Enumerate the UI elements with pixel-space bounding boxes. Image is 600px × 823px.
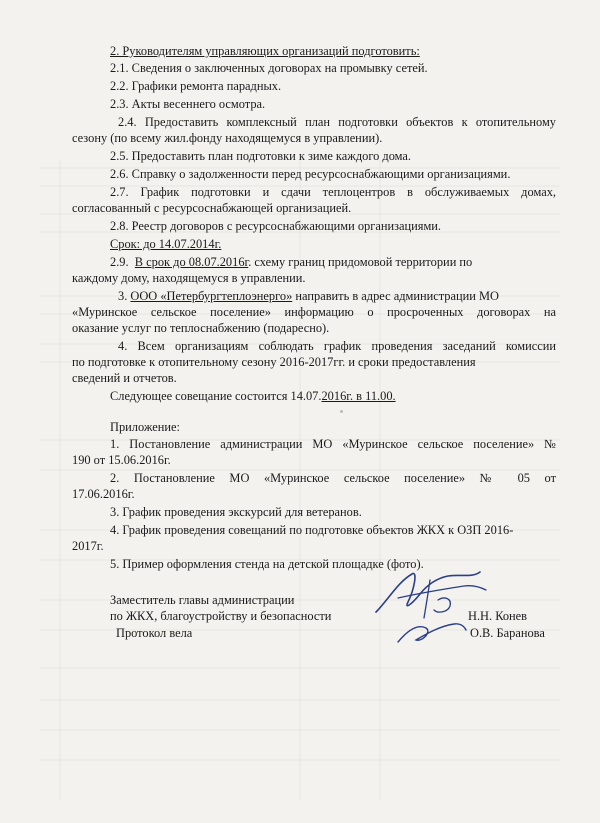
point-3-line1: 3. ООО «Петербургтеплоэнерго» направить в адрес администрации МО xyxy=(118,289,499,303)
secretary-signature xyxy=(392,612,472,652)
appendix-2-line1: 2. Постановление МО «Муринское сельское поселение» № 05 от xyxy=(110,471,556,485)
point-4-line3: сведений и отчетов. xyxy=(72,371,177,385)
appendix-3: 3. График проведения экскурсий для ветеранов. xyxy=(110,505,362,519)
signer-name: Н.Н. Конев xyxy=(468,609,528,623)
item-2-9-line2: каждому дому, находящемуся в управлении. xyxy=(72,271,306,285)
item-2-1: 2.1. Сведения о заключенных договорах на промывку сетей. xyxy=(110,61,428,75)
signer-role-line1: Заместитель главы администрации xyxy=(110,593,295,607)
item-2-5: 2.5. Предоставить план подготовки к зиме каждого дома. xyxy=(110,149,412,163)
appendix-2-line2: 17.06.2016г. xyxy=(72,487,135,501)
point-4-line1: 4. Всем организациям соблюдать график проведения заседаний комиссии xyxy=(118,339,556,353)
item-2-2: 2.2. Графики ремонта парадных. xyxy=(110,79,282,93)
item-2-3: 2.3. Акты весеннего осмотра. xyxy=(110,97,266,111)
protocol-name: О.В. Баранова xyxy=(470,626,545,640)
appendix-1-line1: 1. Постановление администрации МО «Муринское сельское поселение» № xyxy=(110,437,556,451)
point-4-line2: по подготовке к отопительному сезону 2016-2017гг. и сроки предоставления xyxy=(72,355,476,369)
appendix-4-line2: 2017г. xyxy=(72,539,104,553)
item-2-7-line2: согласованный с ресурсоснабжающей организацией. xyxy=(72,201,352,215)
item-2-4-line1: 2.4. Предоставить комплексный план подготовки объектов к отопительному xyxy=(118,115,556,129)
appendix-5: 5. Пример оформления стенда на детской площадке (фото). xyxy=(110,557,424,571)
next-meeting: Следующее совещание состоится 14.07.2016г. в 11.00. xyxy=(110,389,396,403)
item-2-9-line1: 2.9. В срок до 08.07.2016г. схему границ придомовой территории по xyxy=(110,255,473,269)
speck xyxy=(340,410,343,413)
item-2-8: 2.8. Реестр договоров с ресурсоснабжающими организациями. xyxy=(110,219,442,233)
section-2-heading: 2. Руководителям управляющих организаций подготовить: xyxy=(110,44,420,58)
item-2-6: 2.6. Справку о задолженности перед ресурсоснабжающими организациями. xyxy=(110,167,511,181)
item-2-7-line1: 2.7. График подготовки и сдачи теплоцентров в обслуживаемых домах, xyxy=(110,185,556,199)
item-2-4-line2: сезону (по всему жил.фонду находящемуся в управлении). xyxy=(72,131,383,145)
appendix-1-line2: 190 от 15.06.2016г. xyxy=(72,453,171,467)
appendix-4-line1: 4. График проведения совещаний по подготовке объектов ЖКХ к ОЗП 2016- xyxy=(110,523,514,537)
point-3-line3: оказание услуг по теплоснабжению (подаресно). xyxy=(72,321,330,335)
protocol-label: Протокол вела xyxy=(116,626,193,640)
point-3-line2: «Муринское сельское поселение» информацию о просроченных договорах на xyxy=(72,305,556,319)
signer-role-line2: по ЖКХ, благоустройству и безопасности xyxy=(110,609,332,623)
deadline: Срок: до 14.07.2014г. xyxy=(110,237,222,251)
appendix-title: Приложение: xyxy=(110,420,180,434)
